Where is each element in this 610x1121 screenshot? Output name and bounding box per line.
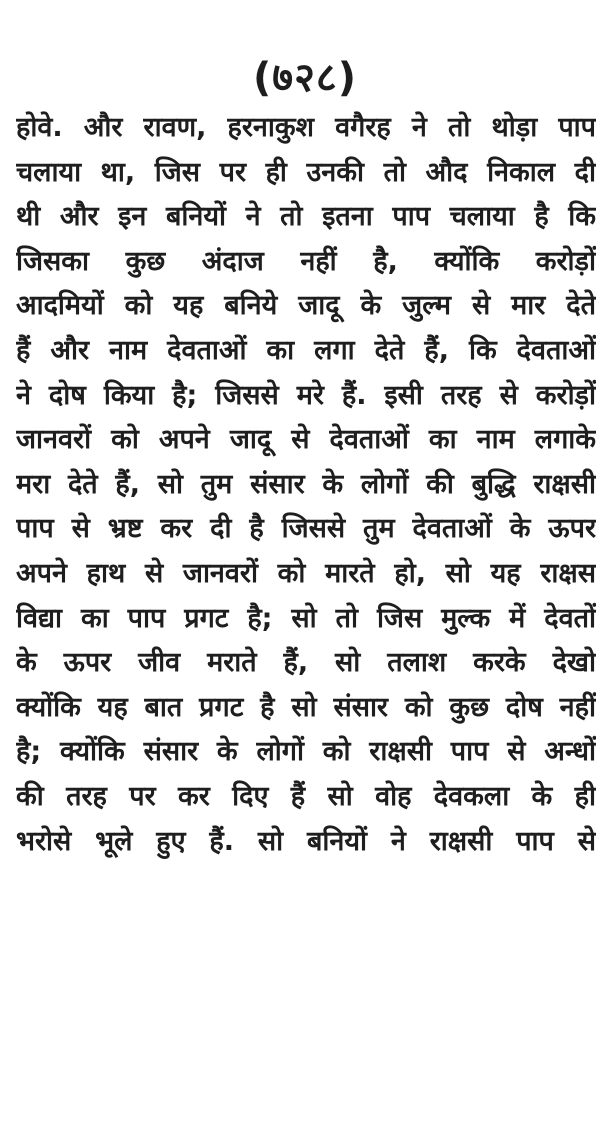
text-line: क्योंकि यह बात प्रगट है सो संसार को कुछ दोष नहीं [16,691,596,723]
text-line: भरोसे भूले हुए हैं. सो बनियों ने राक्षसी पाप से [16,825,596,857]
text-line: जानवरों को अपने जादू से देवताओं का नाम लगाके [16,424,596,456]
text-line: चलाया था, जिस पर ही उनकी तो औद निकाल दी [16,156,596,188]
text-line: आदमियों को यह बनिये जादू के जुल्म से मार देते [16,290,596,322]
text-line: पाप से भ्रष्ट कर दी है जिससे तुम देवताओं के ऊपर [16,513,596,545]
text-line: विद्या का पाप प्रगट है; सो तो जिस मुल्क में देवतों [16,602,596,634]
text-line: होवे. और रावण, हरनाकुश वगैरह ने तो थोड़ा पाप [16,112,596,143]
text-line: हैं और नाम देवताओं का लगा देते हैं, कि देवताओं [16,334,596,366]
text-line: थी और इन बनियों ने तो इतना पाप चलाया है कि [16,201,596,233]
body-text [16,106,596,864]
text-line: है; क्योंकि संसार के लोगों को राक्षसी पाप से अन्धों [16,736,596,768]
text-line: मरा देते हैं, सो तुम संसार के लोगों की बुद्धि राक्षसी [16,468,596,500]
text-line: जिसका कुछ अंदाज नहीं है, क्योंकि करोड़ों [16,245,596,277]
text-line: ने दोष किया है; जिससे मरे हैं. इसी तरह से करोड़ों [16,379,596,411]
text-line: अपने हाथ से जानवरों को मारते हो, सो यह राक्षस [16,557,596,589]
text-line: की तरह पर कर दिए हैं सो वोह देवकला के ही [16,780,596,812]
text-line: के ऊपर जीव मराते हैं, सो तलाश करके देखो [16,647,596,679]
page-number: (७२८) [253,55,357,101]
